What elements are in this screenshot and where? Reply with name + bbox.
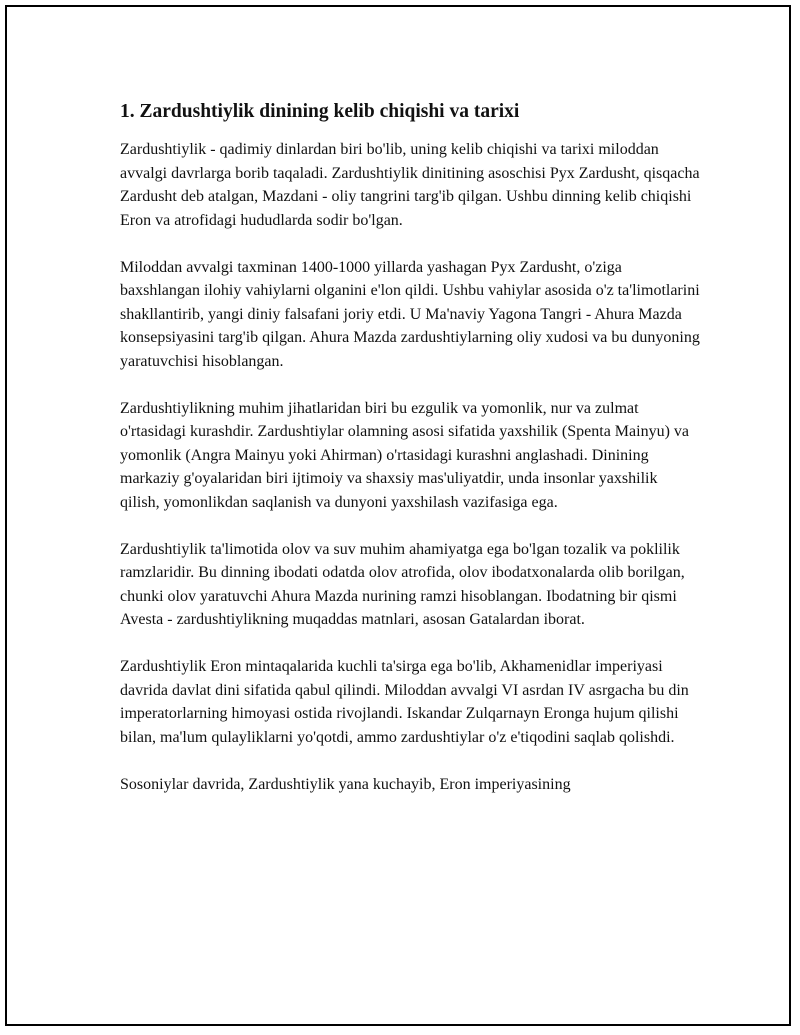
paragraph-4: Zardushtiylik ta'limotida olov va suv muhim ahamiyatga ega bo'lgan tozalik va poklilik ramzlaridir. Bu dinning ibodati odatda olov atrofida, olov ibodatxonalarda olib borilgan, chunki olov yaratuvchi Ahura Mazda nurining ramzi hisoblangan. Ibodatning bir qismi Avesta - zardushtiylikning muqaddas matnlari, asosan Gatalardan iborat. <box>120 540 685 629</box>
paragraph-3: Zardushtiylikning muhim jihatlaridan biri bu ezgulik va yomonlik, nur va zulmat o'rtasidagi kurashdir. Zardushtiylar olamning asosi sifatida yaxshilik (Spenta Mainyu) va yomonlik (Angra Mainyu yoki Ahirman) o'rtasidagi kurashni anglashadi. Dinining markaziy g'oyalaridan biri ijtimoiy va shaxsiy mas'uliyatdir, unda insonlar yaxshilik qilish, yomonlikdan saqlanish va dunyoni yaxshilash vazifasiga ega. <box>120 399 689 511</box>
paragraph-2: Miloddan avvalgi taxminan 1400-1000 yillarda yashagan Pyx Zardusht, o'ziga baxshlangan ilohiy vahiylarni olganini e'lon qildi. Ushbu vahiylar asosida o'z ta'limotlarini shakllantirib, yangi diniy falsafani joriy etdi. U Ma'naviy Yagona Tangri - Ahura Mazda konsepsiyasini targ'ib qilgan. Ahura Mazda zardushtiylarning oliy xudosi va bu dunyoning yaratuvchisi hisoblangan. <box>120 258 700 370</box>
paragraph-1: Zardushtiylik - qadimiy dinlardan biri bo'lib, uning kelib chiqishi va tarixi miloddan avvalgi davrlarga borib taqaladi. Zardushtiylik dinitining asoschisi Pyx Zardusht, qisqacha Zardusht deb atalgan, Mazdani - oliy tangrini targ'ib qilgan. Ushbu dinning kelib chiqishi Eron va atrofidagi hududlarda sodir bo'lgan. <box>120 141 700 229</box>
paragraph-5: Zardushtiylik Eron mintaqalarida kuchli ta'sirga ega bo'lib, Akhamenidlar imperiyasi davrida davlat dini sifatida qabul qilindi. Miloddan avvalgi VI asrdan IV asrgacha bu din imperatorlarning himoyasi ostida rivojlandi. Iskandar Zulqarnayn Eronga hujum qilishi bilan, ma'lum qulayliklarni yo'qotdi, ammo zardushtiylar o'z e'tiqodini saqlab qolishdi. <box>120 658 689 746</box>
document-title: 1. Zardushtiylik dinining kelib chiqishi va tarixi <box>120 101 520 122</box>
document-page <box>5 5 791 1026</box>
document-body <box>120 99 700 820</box>
paragraph-6: Sosoniylar davrida, Zardushtiylik yana kuchayib, Eron imperiyasining <box>120 775 571 793</box>
